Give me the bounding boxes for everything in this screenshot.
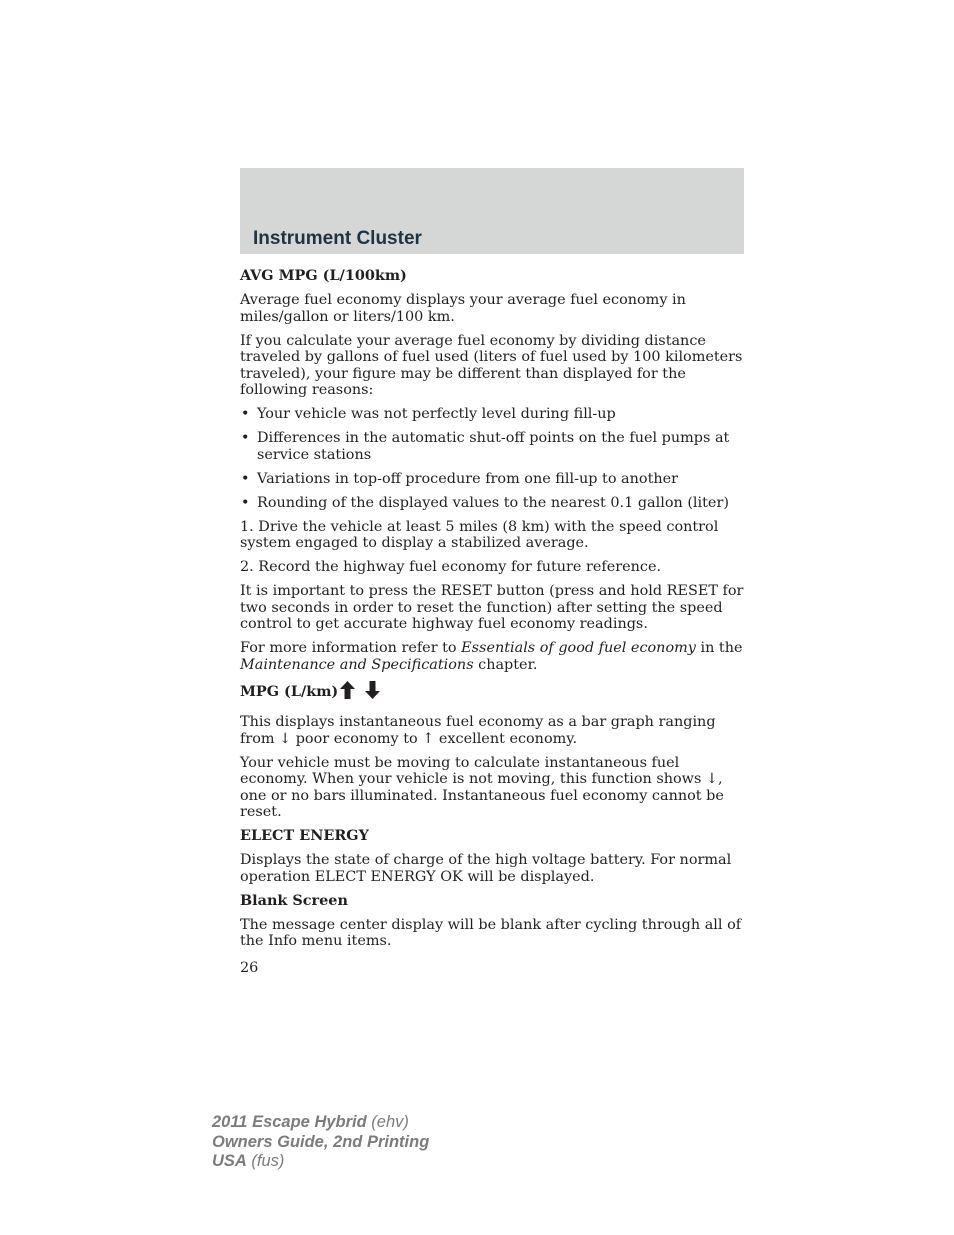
section-header-band	[240, 168, 744, 254]
footer-market: USA	[212, 1152, 247, 1170]
blank-screen-paragraph: The message center display will be blank after cycling through all of the Info menu items.	[240, 916, 742, 949]
mpg-paragraph-1: This displays instantaneous fuel economy as a bar graph ranging from ↓ poor economy to ↑ excellent economy.	[240, 714, 716, 747]
page-content	[240, 268, 744, 957]
document-footer	[212, 1113, 429, 1172]
elect-energy-heading: ELECT ENERGY	[240, 827, 369, 844]
arrow-down-icon	[365, 681, 380, 704]
footer-line-1	[212, 1113, 429, 1133]
list-item: • Variations in top-off procedure from one fill-up to another	[240, 471, 744, 488]
mpg-heading-text: MPG (L/km)	[240, 682, 339, 700]
footer-market-code: (fus)	[246, 1152, 285, 1170]
reference-text-b: in the	[695, 640, 743, 656]
reference-text-c: chapter.	[473, 656, 538, 673]
reference-text-a: For more information refer to	[240, 640, 462, 656]
reset-paragraph: It is important to press the RESET button (press and hold RESET for two seconds in order to reset the function) after setting the speed control to get accurate highway fuel economy readings.	[240, 583, 744, 632]
reference-link-fuel-economy: Essentials of good fuel economy	[461, 640, 696, 656]
avg-mpg-paragraph-2: If you calculate your average fuel economy by dividing distance traveled by gallons of fuel used (liters of fuel used by 100 kilometers traveled), your figure may be different than displayed for the following reasons:	[240, 332, 743, 398]
step-1: 1. Drive the vehicle at least 5 miles (8 km) with the speed control system engaged to display a stabilized average.	[240, 518, 719, 551]
list-item: • Your vehicle was not perfectly level during fill-up	[240, 406, 744, 423]
page-number: 26	[240, 960, 259, 976]
footer-model-code: (ehv)	[366, 1113, 409, 1131]
blank-screen-heading: Blank Screen	[240, 891, 348, 909]
elect-energy-paragraph: Displays the state of charge of the high voltage battery. For normal operation ELECT ENERGY OK will be displayed.	[240, 852, 732, 885]
mpg-paragraph-2: Your vehicle must be moving to calculate instantaneous fuel economy. When your vehicle is not moving, this function shows ↓, one or no bars illuminated. Instantaneous fuel economy cannot be reset.	[240, 754, 724, 820]
footer-line-2	[212, 1133, 429, 1153]
footer-line-3	[212, 1152, 429, 1172]
list-item: • Rounding of the displayed values to the nearest 0.1 gallon (liter)	[240, 495, 744, 512]
reasons-list	[240, 406, 744, 511]
mpg-heading	[240, 681, 744, 704]
section-title: Instrument Cluster	[253, 228, 422, 249]
reference-link-maintenance: Maintenance and Specifications	[240, 656, 474, 673]
avg-mpg-paragraph-1: Average fuel economy displays your average fuel economy in miles/gallon or liters/100 km.	[240, 292, 686, 325]
footer-model: 2011 Escape Hybrid	[212, 1113, 367, 1131]
list-item: • Differences in the automatic shut-off points on the fuel pumps at service stations	[240, 430, 744, 463]
arrow-up-icon	[340, 681, 355, 704]
step-2: 2. Record the highway fuel economy for future reference.	[240, 559, 662, 575]
reference-paragraph	[240, 640, 744, 673]
avg-mpg-heading: AVG MPG (L/100km)	[240, 267, 407, 284]
footer-edition: Owners Guide, 2nd Printing	[212, 1132, 430, 1151]
